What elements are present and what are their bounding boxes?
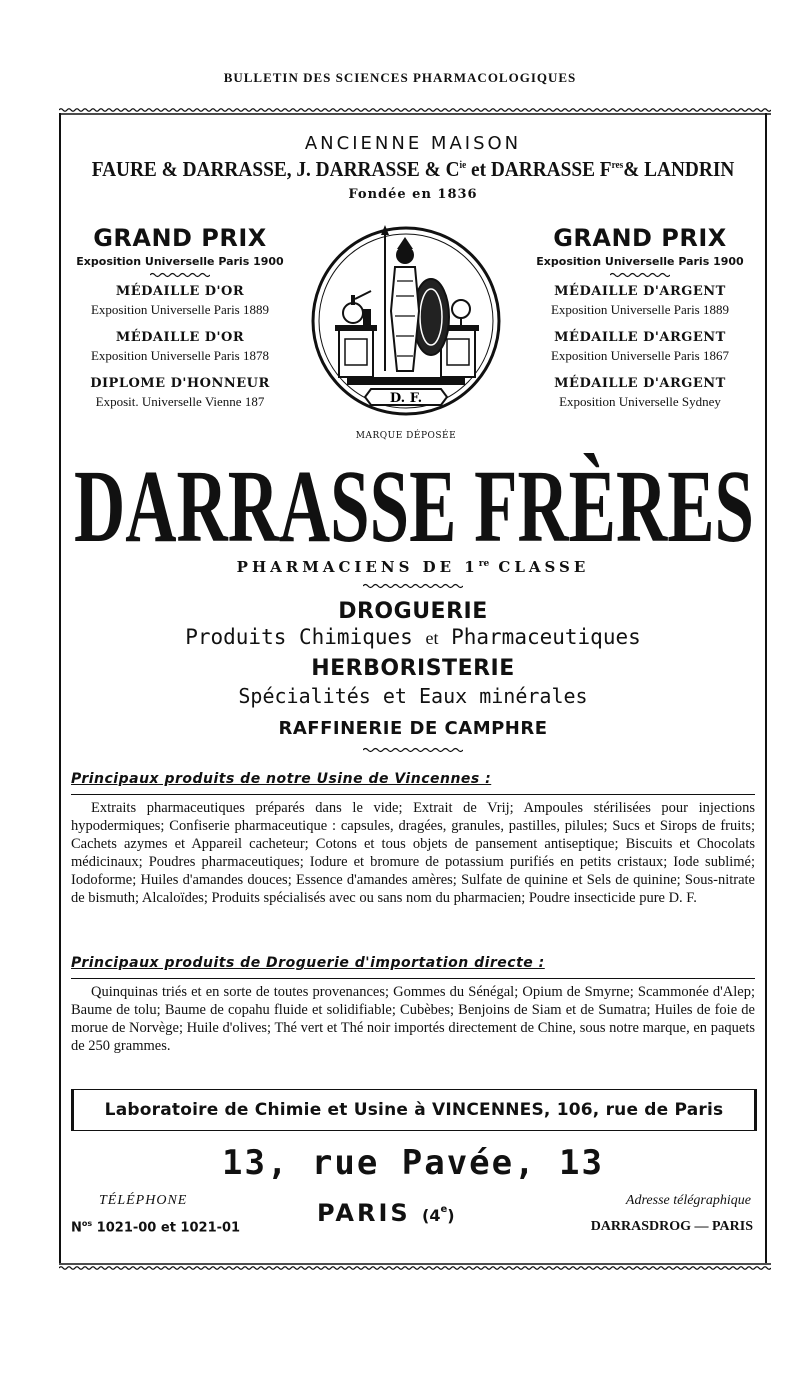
left-awards: [65, 223, 295, 410]
firm-part-3: & LANDRIN: [623, 157, 735, 181]
section-title-importation: Principaux produits de Droguerie d'importation directe :: [71, 955, 545, 971]
box-line-bottom: [71, 1130, 757, 1131]
founded-date: Fondée en 1836: [348, 187, 478, 202]
squiggle-ornament: [150, 272, 210, 278]
brand-title: [69, 453, 759, 553]
telephone-prefix: N: [71, 1220, 82, 1236]
raffinerie-heading: RAFFINERIE DE CAMPHRE: [278, 718, 548, 739]
running-head: BULLETIN DES SCIENCES PHARMACOLOGIQUES: [223, 70, 577, 85]
squiggle-ornament: [363, 747, 463, 753]
brand-name: DARRASSE FRÈRES: [74, 453, 754, 553]
right-awards: [525, 223, 755, 410]
award-sub: Exposit. Universelle Vienne 187: [95, 394, 265, 409]
award-title: MÉDAILLE D'OR: [115, 284, 245, 299]
firm-sup-2: res: [611, 160, 624, 171]
city-line: [317, 1199, 455, 1227]
herboristerie-heading: HERBORISTERIE: [311, 656, 515, 681]
specialites-line: Spécialités et Eaux minérales: [238, 684, 588, 708]
ancienne-maison: ANCIENNE MAISON: [304, 133, 522, 154]
section-text-vincennes: Extraits pharmaceutiques préparés dans le vide; Extrait de Vrij; Ampoules stérilisées pour injections hypodermiques; Confiserie pharmaceutique : capsules, dragées, granules, pastilles, pilules; Sucs et Sirops de fruits; Cachets azymes et Appareil cacheteur; Cotons et tous objets de pansement antiseptique; Biscuits et Chocolats médicinaux; Poudres pharmaceutiques; Iodure et bromure de potassium purifiés en petits cristaux; Iode sublimé; Iodoforme; Huiles d'amandes douces; Essence d'amandes amères; Sulfate de quinine et Sels de quinine; Sous-nitrate de bismuth; Alcaloïdes; Produits spécialisés avec ou sans nom du pharmacien; Poudre insecticide pure D. F.: [71, 800, 755, 906]
grand-prix-right: GRAND PRIX: [553, 224, 727, 252]
city-arr-sup: e: [440, 1204, 448, 1215]
award-sub: Exposition Universelle Paris 1867: [550, 348, 729, 363]
produits-pharmaceutiques: Pharmaceutiques: [451, 625, 641, 649]
squiggle-ornament: [610, 272, 670, 278]
pharmaciens-text: PHARMACIENS DE 1: [236, 558, 479, 576]
firm-part-2: et DARRASSE F: [466, 157, 612, 181]
produits-chimiques: Produits Chimiques: [185, 625, 413, 649]
section-text-importation: Quinquinas triés et en sorte de toutes provenances; Gommes du Sénégal; Opium de Smyrne; Scammonée d'Alep; Baume de tolu; Baume de copahu fluide et solidifiable; Cubèbes; Benjoins de Siam et de Sumatra; Huiles de foie de morue de Norvège; Huile d'olives; Thé vert et Thé noir importés directement de Chine, sous notre marque, en paquets de 250 grammes.: [71, 984, 755, 1054]
telephone-label: TÉLÉPHONE: [99, 1193, 188, 1208]
award-sub: Exposition Universelle Paris 1889: [550, 302, 729, 317]
section-rule: [71, 978, 755, 979]
droguerie-heading: DROGUERIE: [338, 599, 488, 624]
street-address: 13, rue Pavée, 13: [222, 1143, 604, 1183]
grand-prix-left: GRAND PRIX: [93, 224, 267, 252]
telegraph-label: Adresse télégraphique: [625, 1193, 751, 1208]
advertisement-frame: [59, 113, 767, 1263]
laboratoire-text: Laboratoire de Chimie et Usine à VINCENNES, 106, rue de Paris: [104, 1100, 724, 1120]
city-name: PARIS: [317, 1199, 411, 1227]
firm-sup-1: ie: [459, 160, 467, 171]
pharmaciens-tail: CLASSE: [489, 558, 590, 576]
box-line-top: [71, 1089, 757, 1090]
pharmaciens-sup: re: [478, 559, 490, 569]
marque-deposee: MARQUE DÉPOSÉE: [355, 431, 457, 441]
telephone-numbers: [71, 1219, 240, 1235]
seal-initials: D. F.: [389, 391, 423, 406]
grand-prix-right-sub: Exposition Universelle Paris 1900: [536, 255, 744, 268]
award-sub: Exposition Universelle Sydney: [559, 394, 721, 409]
produits-et: et: [425, 628, 439, 648]
telephone-prefix-sup: os: [81, 1219, 93, 1228]
pharmaciens-line: [59, 558, 767, 576]
frame-wavy-bottom: [59, 1263, 771, 1271]
section-title-vincennes: Principaux produits de notre Usine de Vincennes :: [71, 771, 492, 787]
squiggle-ornament: [363, 583, 463, 589]
firm-name: [87, 157, 738, 182]
laboratoire-box: [71, 1089, 757, 1131]
frame-wavy-top: [59, 107, 771, 115]
city-arr-close: ): [447, 1206, 455, 1225]
trademark-seal-icon: [301, 221, 511, 431]
award-title: MÉDAILLE D'OR: [115, 330, 245, 345]
section-rule: [71, 794, 755, 795]
firm-part-1: FAURE & DARRASSE, J. DARRASSE & C: [91, 157, 460, 181]
award-sub: Exposition Universelle Paris 1878: [90, 348, 269, 363]
produits-line: [59, 625, 767, 649]
telephone-number-values: 1021-00 et 1021-01: [92, 1220, 241, 1236]
award-title: MÉDAILLE D'ARGENT: [554, 376, 726, 391]
grand-prix-left-sub: Exposition Universelle Paris 1900: [76, 255, 284, 268]
award-sub: Exposition Universelle Paris 1889: [90, 302, 269, 317]
award-title: MÉDAILLE D'ARGENT: [554, 330, 726, 345]
telegraph-address: DARRASDROG — PARIS: [590, 1219, 753, 1234]
award-title: MÉDAILLE D'ARGENT: [554, 284, 726, 299]
city-arr: (4: [422, 1206, 441, 1225]
award-title: DIPLOME D'HONNEUR: [90, 376, 270, 391]
